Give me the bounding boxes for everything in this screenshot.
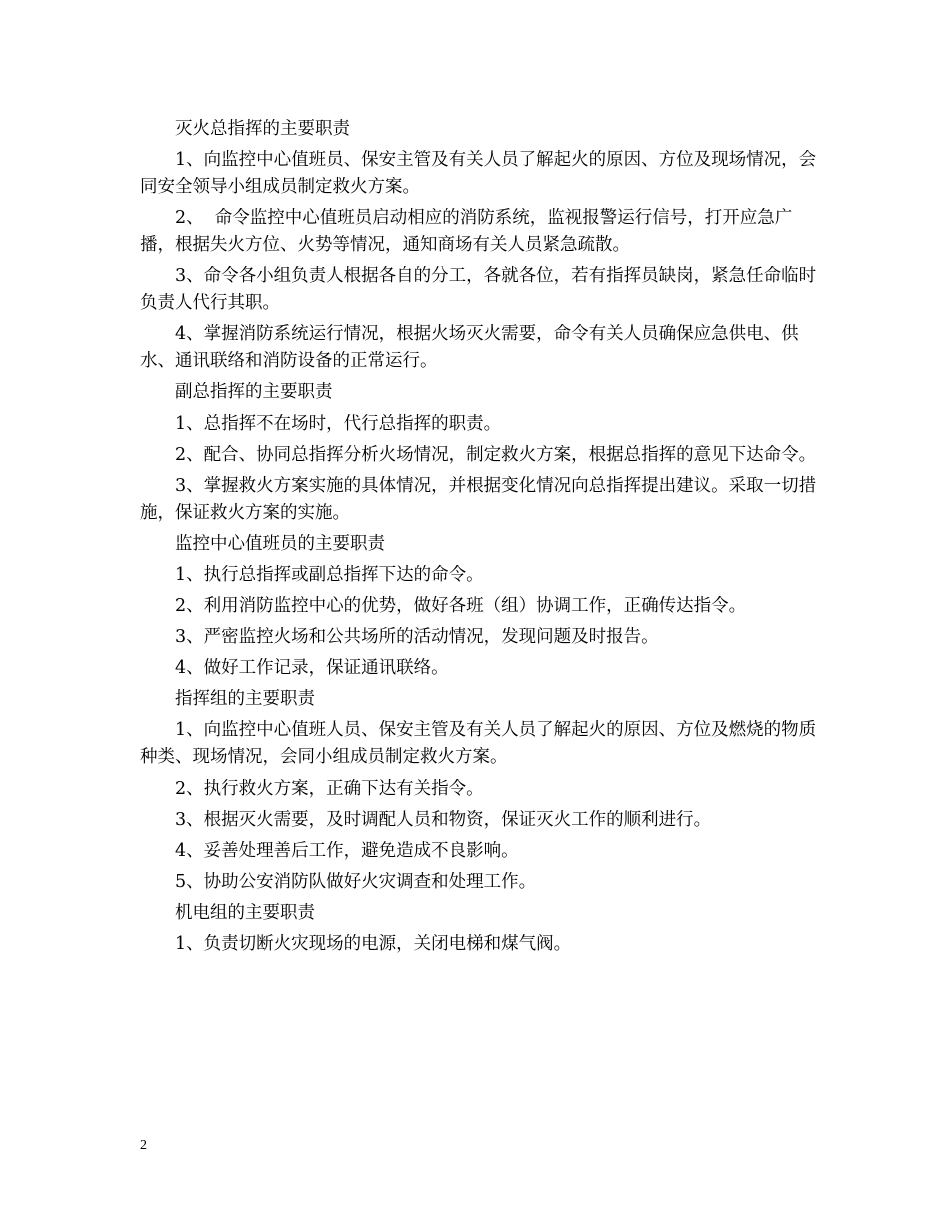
- list-item: 1、向监控中心值班人员、保安主管及有关人员了解起火的原因、方位及燃烧的物质种类、现场情况，会同小组成员制定救火方案。: [140, 720, 817, 768]
- page-number: 2: [140, 1138, 147, 1153]
- section-heading: 机电组的主要职责: [175, 902, 315, 923]
- document-body: [140, 116, 820, 962]
- list-item: 2、执行救火方案，正确下达有关指令。: [175, 778, 484, 799]
- list-item: 1、向监控中心值班员、保安主管及有关人员了解起火的原因、方位及现场情况，会同安全领导小组成员制定救火方案。: [140, 150, 817, 198]
- list-item: 3、掌握救火方案实施的具体情况，并根据变化情况向总指挥提出建议。采取一切措施，保证救火方案的实施。: [140, 475, 817, 523]
- list-item: 3、命令各小组负责人根据各自的分工，各就各位，若有指挥员缺岗，紧急任命临时负责人代行其职。: [140, 266, 817, 314]
- list-item: 4、妥善处理善后工作，避免造成不良影响。: [175, 840, 519, 861]
- list-item: 3、根据灭火需要，及时调配人员和物资，保证灭火工作的顺利进行。: [175, 809, 712, 830]
- list-item: 4、掌握消防系统运行情况，根据火场灭火需要，命令有关人员确保应急供电、供水、通讯联络和消防设备的正常运行。: [140, 324, 799, 372]
- section-heading: 指挥组的主要职责: [175, 689, 315, 710]
- list-item: 3、严密监控火场和公共场所的活动情况，发现问题及时报告。: [175, 627, 659, 648]
- list-item: 1、执行总指挥或副总指挥下达的命令。: [175, 564, 484, 585]
- list-item: 1、负责切断火灾现场的电源，关闭电梯和煤气阀。: [175, 933, 572, 954]
- list-item: 2、 命令监控中心值班员启动相应的消防系统，监视报警运行信号，打开应急广播，根据失火方位、火势等情况，通知商场有关人员紧急疏散。: [140, 208, 793, 256]
- list-item: 5、协助公安消防队做好火灾调查和处理工作。: [175, 871, 537, 892]
- section-heading: 副总指挥的主要职责: [175, 382, 333, 403]
- list-item: 2、配合、协同总指挥分析火场情况，制定救火方案，根据总指挥的意见下达命令。: [175, 444, 817, 465]
- section-heading: 监控中心值班员的主要职责: [175, 533, 385, 554]
- section-heading: 灭火总指挥的主要职责: [175, 119, 350, 139]
- list-item: 1、总指挥不在场时，代行总指挥的职责。: [175, 413, 502, 434]
- list-item: 4、做好工作记录，保证通讯联络。: [175, 658, 449, 679]
- list-item: 2、利用消防监控中心的优势，做好各班（组）协调工作，正确传达指令。: [175, 596, 747, 617]
